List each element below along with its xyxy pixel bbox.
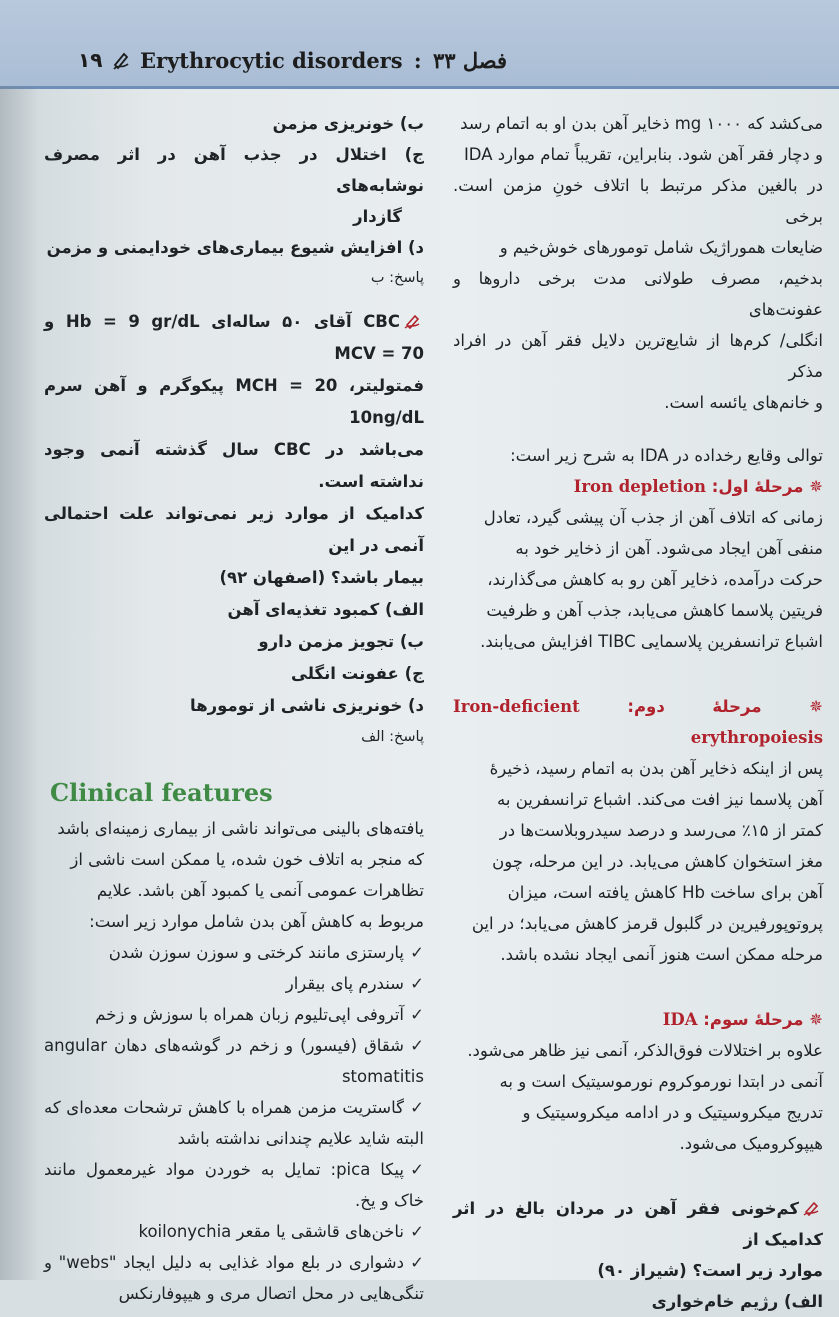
check-mark-icon: ✓: [410, 1036, 424, 1055]
option-a: الف) کمبود تغذیه‌ای آهن: [227, 600, 424, 619]
chapter-label: فصل ۳۳: [432, 48, 507, 73]
feature-text: گاستریت مزمن همراه با کاهش ترشحات معده‌ای که البته شاید علایم چندانی نداشته باشد: [44, 1098, 424, 1148]
stage3-heading: [453, 1004, 823, 1035]
section-title-clinical-features: Clinical features: [50, 778, 273, 807]
stage1-line: اشباع ترانسفرین پلاسمایی TIBC افزایش می‌یابند.: [480, 632, 823, 651]
pen-writing-icon: [803, 1200, 823, 1216]
clinical-intro: [44, 813, 424, 937]
intro-line: در بالغین مذکر مرتبط با اتلاف خونِ مزمن است. برخی: [453, 176, 823, 226]
pen-writing-icon: [404, 313, 424, 329]
stage3-line: تدریج میکروسیتیک و در ادامه میکروسیتیک و: [522, 1103, 823, 1122]
right-column: [453, 108, 823, 1317]
stage2-line: مغز استخوان کاهش می‌یابد. در این مرحله، چون: [492, 852, 823, 871]
left-column: [44, 108, 424, 1309]
stage1-label-en: Iron depletion: [573, 477, 706, 496]
intro-line: ضایعات هموراژیک شامل تومورهای خوش‌خیم و: [499, 238, 823, 257]
option-b: ب) تجویز مزمن دارو: [258, 632, 424, 651]
stage3-line: علاوه بر اختلالات فوق‌الذکر، آنمی نیز ظاهر می‌شود.: [467, 1041, 823, 1060]
stage2-label: ✵ مرحلهٔ دوم:: [579, 697, 823, 716]
option-d: د) افزایش شیوع بیماری‌های خودایمنی و مزمن: [46, 238, 424, 257]
running-header: [0, 0, 839, 89]
feature-text: پارستزی مانند کرختی و سوزن سوزن شدن: [108, 943, 404, 962]
sequence-intro: توالی وقایع رخداده در IDA به شرح زیر است:: [510, 446, 823, 465]
question1-answer: پاسخ: ب: [370, 270, 424, 286]
intro-line: می‌کشد که ۱۰۰۰ mg ذخایر آهن بدن او به اتمام رسد: [460, 114, 823, 133]
stage1-body: [453, 502, 823, 657]
question2-line: فمتولیتر، MCH = 20 پیکوگرم و آهن سرم 10ng/dL: [44, 376, 424, 427]
stage3-body: [453, 1035, 823, 1159]
check-mark-icon: ✓: [410, 1253, 424, 1272]
question1: [453, 1193, 823, 1317]
intro-paragraph: [453, 108, 823, 418]
list-item: [44, 999, 424, 1030]
check-mark-icon: ✓: [410, 1005, 424, 1024]
check-mark-icon: ✓: [410, 943, 424, 962]
list-item: [44, 1092, 424, 1154]
list-item: [44, 1247, 424, 1309]
check-mark-icon: ✓: [410, 1098, 424, 1117]
stage1-line: زمانی که اتلاف آهن از جذب آن پیشی گیرد، تعادل: [483, 508, 823, 527]
pen-writing-icon: [112, 50, 132, 70]
question2-line: بیمار باشد؟ (اصفهان ۹۲): [219, 568, 424, 587]
stage2-line: پس از اینکه ذخایر آهن بدن به اتمام رسید، ذخیرهٔ: [489, 759, 823, 778]
intro-line: و دچار فقر آهن شود. بنابراین، تقریباً تمام موارد IDA: [463, 145, 823, 164]
question1-line: موارد زیر است؟ (شیراز ۹۰): [597, 1261, 823, 1280]
clinical-intro-line: یافته‌های بالینی می‌تواند ناشی از بیماری زمینه‌ای باشد: [57, 819, 424, 838]
question1-options: [44, 108, 424, 263]
clinical-intro-line: که منجر به اتلاف خون شده، یا ممکن است ناشی از: [70, 850, 424, 869]
feature-text: ناخن‌های قاشقی یا مقعر koilonychia: [138, 1222, 404, 1241]
stage2-line: آهن برای ساخت Hb کاهش یافته است، میزان: [507, 883, 823, 902]
question2-line: [44, 306, 424, 370]
list-item: [44, 1030, 424, 1092]
feature-text: شقاق (فیسور) و زخم در گوشه‌های دهان angular stomatitis: [44, 1036, 424, 1086]
intro-line: و خانم‌های یائسه است.: [664, 393, 823, 412]
chapter-title: [140, 48, 507, 73]
stage2-line: پروتوپورفیرین در گلبول قرمز کاهش می‌یابد؛ در این: [471, 914, 823, 933]
stage1-label: ✵ مرحلهٔ اول:: [706, 477, 823, 496]
clinical-intro-line: تظاهرات عمومی آنمی یا کمبود آهن باشد. علایم: [96, 881, 424, 900]
list-item: [44, 1154, 424, 1216]
intro-line: انگلی/ کرم‌ها از شایع‌ترین دلایل فقر آهن در افراد مذکر: [453, 331, 823, 381]
stage3-line: آنمی در ابتدا نورموکروم نورموسیتیک است و به: [499, 1072, 823, 1091]
list-item: [44, 1216, 424, 1247]
feature-text: پیکا pica: تمایل به خوردن مواد غیرمعمول مانند خاک و یخ.: [44, 1160, 424, 1210]
stage2-line: مرحله ممکن است هنوز آنمی ایجاد نشده باشد.: [500, 945, 823, 964]
check-mark-icon: ✓: [410, 1222, 424, 1241]
intro-line: بدخیم، مصرف طولانی مدت برخی داروها و عفونت‌های: [453, 269, 823, 319]
stage3-line: هیپوکرومیک می‌شود.: [679, 1134, 823, 1153]
question2-line: می‌باشد در CBC سال گذشته آنمی وجود نداشته است.: [44, 440, 424, 491]
feature-list: [44, 937, 424, 1309]
stage1-line: فریتین پلاسما کاهش می‌یابد، جذب آهن و ظرفیت: [486, 601, 823, 620]
list-item: [44, 937, 424, 968]
stage1-heading: [453, 471, 823, 502]
clinical-intro-line: مربوط به کاهش آهن بدن شامل موارد زیر است:: [89, 912, 424, 931]
page-fold-shadow: [0, 86, 40, 1280]
stage3-label: ✵ مرحلهٔ سوم:: [697, 1010, 823, 1029]
option-c-cont: گازدار: [353, 207, 402, 226]
feature-text: آتروفی اپی‌تلیوم زبان همراه با سوزش و زخم: [95, 1005, 404, 1024]
question1-line: [453, 1193, 823, 1255]
chapter-title-en: Erythrocytic disorders: [140, 48, 403, 73]
feature-text: دشواری در بلع مواد غذایی به دلیل ایجاد "webs" و تنگی‌هایی در محل اتصال مری و هیپوفارنکس: [44, 1253, 424, 1303]
question1-option-a: الف) رژیم خام‌خواری: [651, 1292, 823, 1311]
question1-text: کم‌خونی فقر آهن در مردان بالغ در اثر کدامیک از: [453, 1199, 823, 1249]
option-c: ج) عفونت انگلی: [291, 664, 424, 683]
check-mark-icon: ✓: [410, 974, 424, 993]
stage2-line: آهن پلاسما نیز افت می‌کند. اشباع ترانسفرین به: [497, 790, 823, 809]
feature-text: سندرم پای بیقرار: [285, 974, 404, 993]
page-number: ۱۹: [78, 48, 103, 72]
stage3-label-en: IDA: [662, 1010, 698, 1029]
stage1-line: حرکت درآمده، ذخایر آهن رو به کاهش می‌گذارند،: [487, 570, 823, 589]
question2: [44, 306, 424, 722]
question2-answer: پاسخ: الف: [361, 729, 424, 745]
title-separator: :: [413, 48, 422, 73]
stage2-body: [453, 753, 823, 970]
check-mark-icon: ✓: [410, 1160, 424, 1179]
option-b: ب) خونریزی مزمن: [272, 114, 424, 133]
question2-text: CBC آقای ۵۰ ساله‌ای Hb = 9 gr/dL و MCV = 70: [44, 312, 424, 363]
stage1-line: منفی آهن ایجاد می‌شود. آهن از ذخایر خود به: [515, 539, 823, 558]
option-c: ج) اختلال در جذب آهن در اثر مصرف نوشابه‌های: [44, 145, 424, 195]
stage2-line: کمتر از ۱۵٪ می‌رسد و درصد سیدروبلاست‌ها در: [499, 821, 823, 840]
list-item: [44, 968, 424, 999]
option-d: د) خونریزی ناشی از تومورها: [190, 696, 424, 715]
stage2-heading: [453, 691, 823, 753]
question2-line: کدامیک از موارد زیر نمی‌تواند علت احتمالی آنمی در این: [44, 504, 424, 555]
stage2-label-en: Iron-deficient erythropoiesis: [453, 697, 823, 747]
